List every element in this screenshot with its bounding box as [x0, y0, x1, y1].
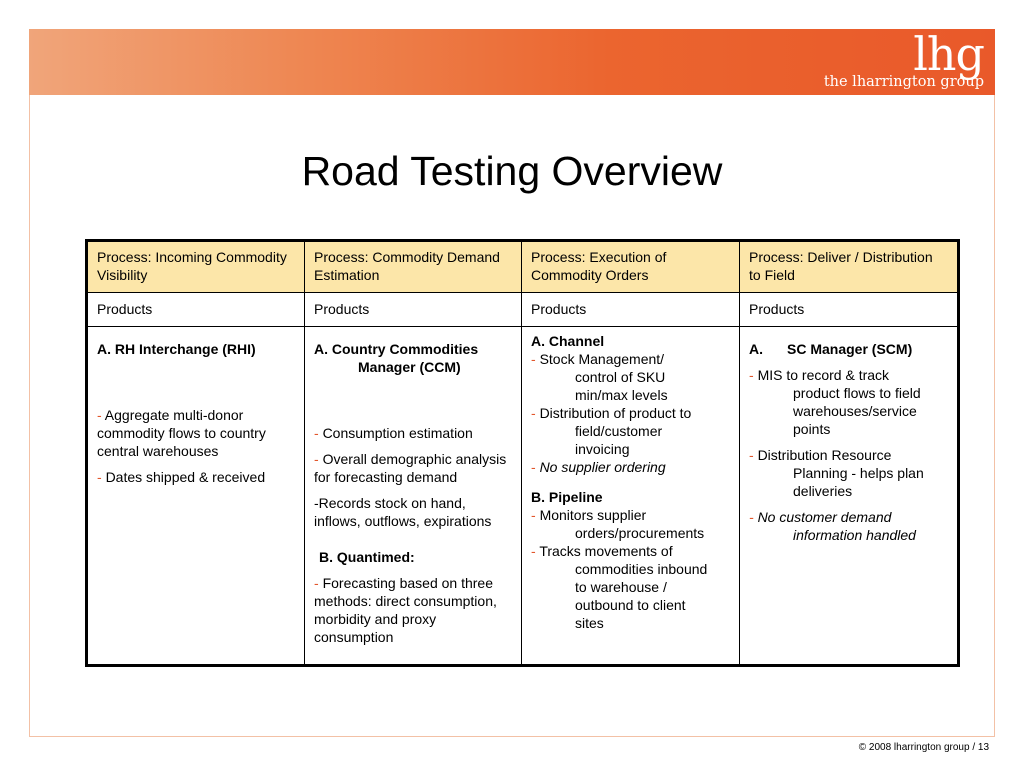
pipeline-item-tracks-line3: to warehouse / [575, 579, 667, 595]
ccm-item-consumption [314, 424, 512, 442]
slide-footer: © 2008 lharrington group / 13 [858, 742, 989, 753]
quantimed-item-forecasting-text: Forecasting based on three methods: direct consumption, morbidity and proxy consumption [314, 575, 497, 645]
scm-item-mis-line3: warehouses/service [793, 403, 917, 419]
channel-item-distribution-line2: field/customer [575, 423, 663, 439]
channel-item-distribution-line3: invoicing [575, 441, 630, 457]
bullet-dash: - [531, 351, 536, 367]
products-cell-2: Products [305, 293, 522, 327]
pipeline-item-monitors-line2: orders/procurements [575, 525, 705, 541]
detail-cell-ccm [305, 327, 522, 666]
scm-item-drp [749, 446, 948, 500]
scm-heading [749, 340, 948, 358]
bullet-dash: - [531, 507, 536, 523]
rhi-item-aggregate [97, 406, 295, 460]
scm-heading-text: SC Manager (SCM) [787, 341, 913, 357]
bullet-dash: - [749, 367, 754, 383]
rhi-item-dates-text: Dates shipped & received [105, 469, 266, 485]
ccm-item-demographic-text: Overall demographic analysis for forecasting demand [314, 451, 507, 485]
scm-item-no-demand [749, 508, 948, 544]
rhi-heading: A. RH Interchange (RHI) [97, 341, 256, 357]
bullet-dash: - [531, 405, 536, 421]
channel-item-stock-line1: Stock Management/ [539, 351, 665, 367]
logo-mark: lhg [913, 27, 984, 81]
channel-item-distribution [531, 404, 730, 458]
pipeline-item-tracks-line1: Tracks movements of [539, 543, 673, 559]
slide-title: Road Testing Overview [301, 148, 723, 194]
detail-cell-scm [740, 327, 959, 666]
process-header-row [87, 241, 959, 293]
process-demand-estimation: Process: Commodity Demand Estimation [305, 241, 522, 293]
rhi-item-dates [97, 468, 295, 486]
scm-item-mis-line1: MIS to record & track [757, 367, 890, 383]
bullet-dash: - [531, 543, 536, 559]
scm-item-mis-line2: product flows to field [793, 385, 921, 401]
detail-cell-rhi [87, 327, 305, 666]
products-cell-3: Products [522, 293, 740, 327]
pipeline-item-monitors [531, 506, 730, 542]
products-row [87, 293, 959, 327]
overview-table [85, 239, 960, 667]
bullet-dash: - [97, 407, 102, 423]
ccm-item-consumption-text: Consumption estimation [322, 425, 473, 441]
company-logo [823, 27, 984, 90]
pipeline-item-monitors-line1: Monitors supplier [539, 507, 647, 523]
channel-item-distribution-line1: Distribution of product to [539, 405, 692, 421]
pipeline-heading: B. Pipeline [531, 489, 603, 505]
bullet-dash: - [749, 509, 754, 525]
ccm-heading [314, 340, 512, 376]
ccm-item-records: -Records stock on hand, inflows, outflows, expirations [314, 495, 492, 529]
pipeline-item-tracks-line5: sites [575, 615, 604, 631]
products-cell-1: Products [87, 293, 305, 327]
detail-cell-channel [522, 327, 740, 666]
quantimed-heading: B. Quantimed: [319, 549, 415, 565]
quantimed-item-forecasting [314, 574, 512, 646]
bullet-dash: - [314, 425, 319, 441]
scm-item-no-demand-line2: information handled [793, 527, 916, 543]
channel-item-no-supplier [531, 458, 730, 476]
scm-item-drp-line1: Distribution Resource [757, 447, 892, 463]
scm-item-drp-line2: Planning - helps plan [793, 465, 924, 481]
pipeline-item-tracks-line4: outbound to client [575, 597, 686, 613]
logo-text: the lharrington group [823, 74, 984, 90]
scm-heading-letter: A. [749, 341, 763, 357]
products-cell-4: Products [740, 293, 959, 327]
pipeline-item-tracks [531, 542, 730, 632]
rhi-item-aggregate-text: Aggregate multi-donor commodity flows to country central warehouses [97, 407, 266, 459]
ccm-heading-line1: A. Country Commodities [314, 341, 479, 357]
bullet-dash: - [314, 451, 319, 467]
detail-row [87, 327, 959, 666]
channel-item-no-supplier-text: No supplier ordering [539, 459, 666, 475]
ccm-heading-line2: Manager (CCM) [358, 359, 461, 375]
scm-item-no-demand-line1: No customer demand [757, 509, 892, 525]
process-deliver-distribution: Process: Deliver / Distribution to Field [740, 241, 959, 293]
bullet-dash: - [531, 459, 536, 475]
scm-item-mis [749, 366, 948, 438]
ccm-item-demographic [314, 450, 512, 486]
bullet-dash: - [314, 575, 319, 591]
process-incoming-visibility: Process: Incoming Commodity Visibility [87, 241, 305, 293]
bullet-dash: - [749, 447, 754, 463]
channel-heading: A. Channel [531, 333, 605, 349]
scm-item-mis-line4: points [793, 421, 831, 437]
scm-item-drp-line3: deliveries [793, 483, 853, 499]
pipeline-item-tracks-line2: commodities inbound [575, 561, 708, 577]
bullet-dash: - [97, 469, 102, 485]
channel-item-stock-line3: min/max levels [575, 387, 668, 403]
channel-item-stock [531, 350, 730, 404]
channel-item-stock-line2: control of SKU [575, 369, 666, 385]
process-execution-orders: Process: Execution of Commodity Orders [522, 241, 740, 293]
